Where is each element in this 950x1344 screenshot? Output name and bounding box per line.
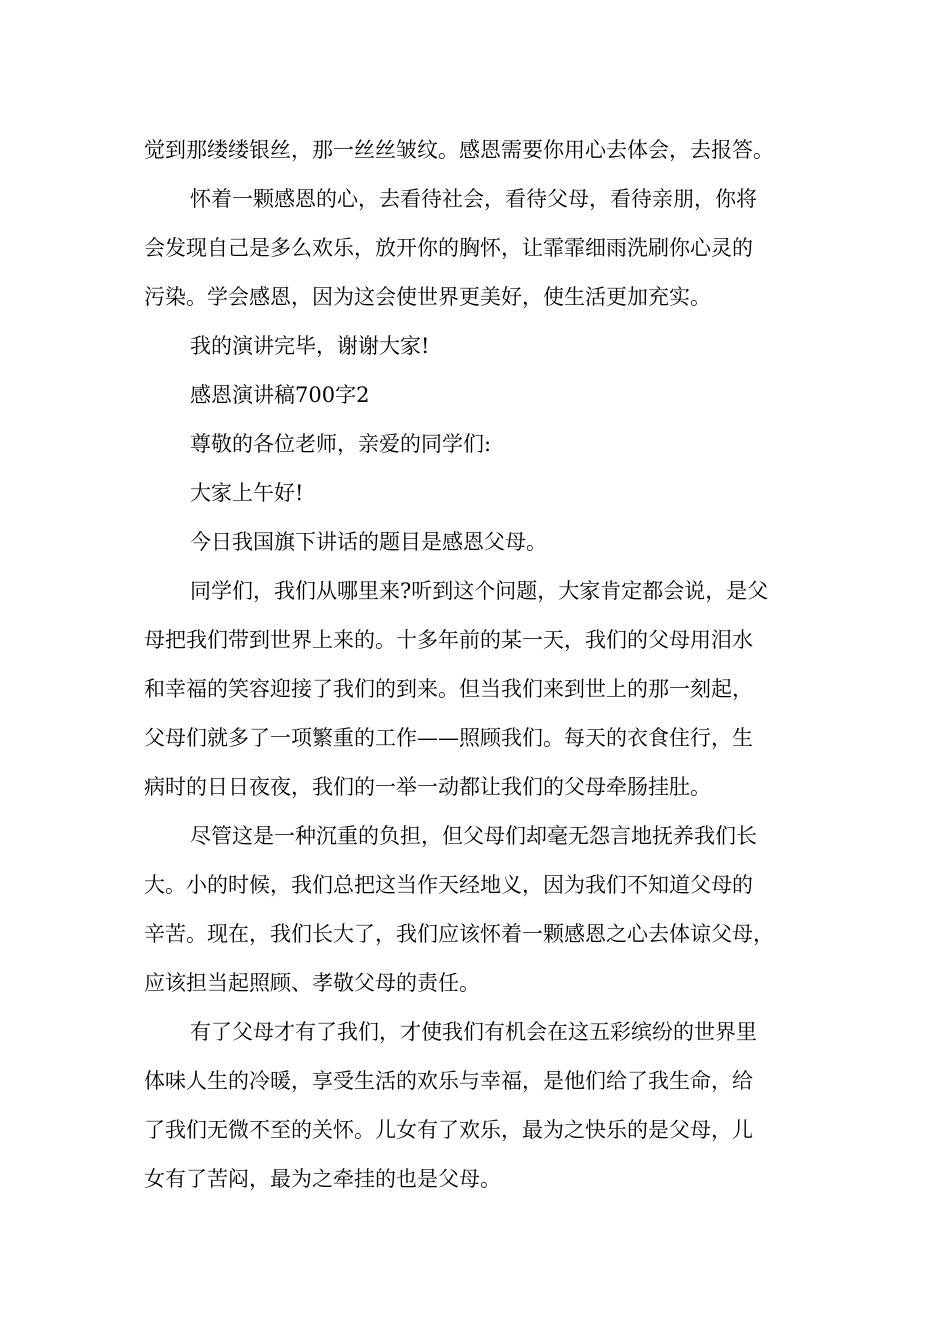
section-title: 感恩演讲稿700字2: [190, 383, 370, 407]
text-line: 同学们，我们从哪里来?听到这个问题，大家肯定都会说，是父: [190, 579, 769, 603]
text-line: 怀着一颗感恩的心，去看待社会，看待父母，看待亲朋，你将: [190, 187, 757, 211]
text-line: 大家上午好!: [190, 481, 304, 505]
text-line: 觉到那缕缕银丝，那一丝丝皱纹。感恩需要你用心去体会，去报答。: [144, 138, 774, 162]
text-line: 辛苦。现在，我们长大了，我们应该怀着一颗感恩之心去体谅父母，: [144, 922, 774, 946]
text-line: 大。小的时候，我们总把这当作天经地义，因为我们不知道父母的: [144, 873, 753, 897]
text-line: 尽管这是一种沉重的负担，但父母们却毫无怨言地抚养我们长: [190, 824, 757, 848]
text-line: 我的演讲完毕，谢谢大家!: [190, 334, 430, 358]
text-line: 应该担当起照顾、孝敬父母的责任。: [144, 971, 480, 995]
document-body: [144, 126, 824, 1204]
text-line: 有了父母才有了我们，才使我们有机会在这五彩缤纷的世界里: [190, 1020, 757, 1044]
text-line: 母把我们带到世界上来的。十多年前的某一天，我们的父母用泪水: [144, 628, 753, 652]
text-line: 了我们无微不至的关怀。儿女有了欢乐，最为之快乐的是父母，儿: [144, 1118, 753, 1142]
text-line: 体味人生的冷暖，享受生活的欢乐与幸福，是他们给了我生命，给: [144, 1069, 753, 1093]
text-line: 和幸福的笑容迎接了我们的到来。但当我们来到世上的那一刻起，: [144, 677, 753, 701]
text-line: 父母们就多了一项繁重的工作——照顾我们。每天的衣食住行，生: [144, 726, 753, 750]
text-line: 会发现自己是多么欢乐，放开你的胸怀，让霏霏细雨洗刷你心灵的: [144, 236, 753, 260]
text-line: 女有了苦闷，最为之牵挂的也是父母。: [144, 1167, 501, 1191]
text-line: 今日我国旗下讲话的题目是感恩父母。: [190, 530, 547, 554]
text-line: 尊敬的各位老师，亲爱的同学们:: [190, 432, 492, 456]
text-line: 污染。学会感恩，因为这会使世界更美好，使生活更加充实。: [144, 285, 711, 309]
text-line: 病时的日日夜夜，我们的一举一动都让我们的父母牵肠挂肚。: [144, 775, 711, 799]
